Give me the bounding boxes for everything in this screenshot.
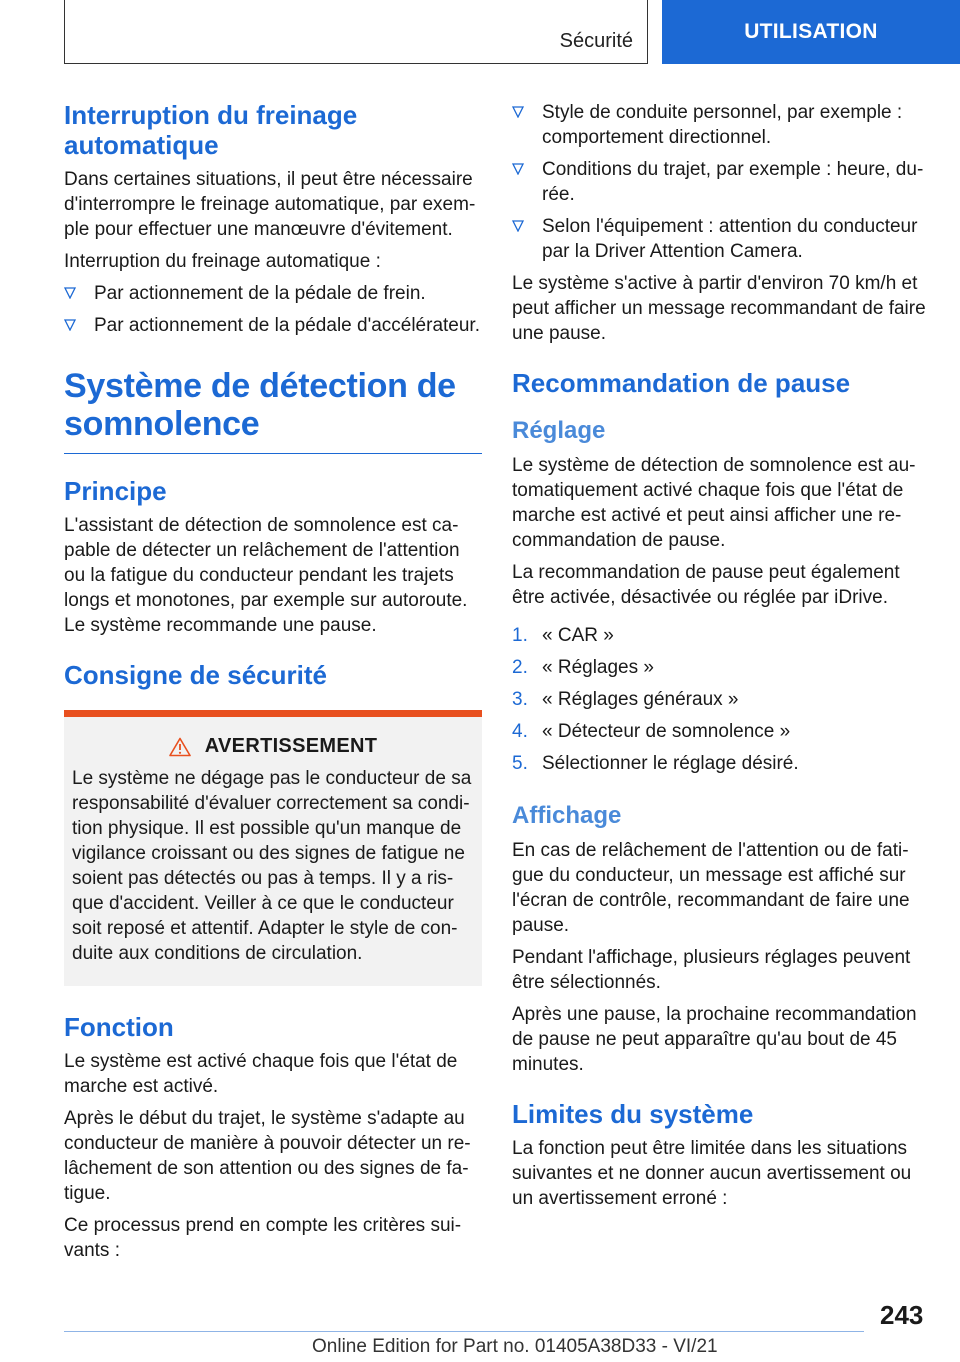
list-item: 2. « Réglages » <box>512 657 654 678</box>
triangle-bullet-icon <box>64 287 76 299</box>
warning-box <box>64 710 482 986</box>
list-item: 1. « CAR » <box>512 625 614 646</box>
triangle-bullet-icon <box>512 106 524 118</box>
principle-heading: Principe <box>64 476 167 506</box>
right-column <box>512 100 926 1211</box>
footer-edition: Online Edition for Part no. 01405A38D33 - VI/21 <box>312 1336 718 1357</box>
interrupt-paragraph: Dans certaines situations, il peut être nécessaire d'interrompre le freinage automatique, par exem-ple pour effectuer une manœuvre d'évitement. <box>64 169 476 240</box>
main-heading: Système de détection de somnolence <box>64 367 482 454</box>
warning-title: AVERTISSEMENT <box>204 735 378 757</box>
page-number: 243 <box>880 1300 924 1330</box>
list-item: 5. Sélectionner le réglage désiré. <box>512 753 799 774</box>
principle-paragraph: L'assistant de détection de somnolence est ca-pable de détecter un relâchement de l'attention ou la fatigue du conducteur pendant les trajets longs et monotones, par exemple sur autoroute. Le système recommande une pause. <box>64 515 468 636</box>
triangle-bullet-icon <box>64 319 76 331</box>
header-chapter-label: UTILISATION <box>744 20 878 43</box>
interrupt-intro: Interruption du freinage automatique : <box>64 251 381 272</box>
safety-heading: Consigne de sécurité <box>64 660 327 690</box>
header-chapter-tab <box>662 0 960 64</box>
function-heading: Fonction <box>64 1012 174 1042</box>
steps-list <box>512 623 926 776</box>
function-paragraph: Ce processus prend en compte les critères sui-vants : <box>64 1215 462 1261</box>
criteria-list <box>512 100 926 264</box>
header-section-box <box>64 0 648 64</box>
list-item: 4. « Détecteur de somnolence » <box>512 721 791 742</box>
setting-paragraph: La recommandation de pause peut également être activée, désactivée ou réglée par iDrive. <box>512 562 900 608</box>
function-paragraph: Après le début du trajet, le système s'adapte au conducteur de manière à pouvoir détecter un re-lâchement de son attention ou des signes de fa-tigue. <box>64 1108 471 1204</box>
display-paragraph: En cas de relâchement de l'attention ou de fati-gue du conducteur, un message est affiché sur l'écran de contrôle, recommandant de faire une pause. <box>512 840 910 936</box>
interrupt-heading: Interruption du freinage automatique <box>64 100 358 160</box>
pause-heading: Recommandation de pause <box>512 368 851 398</box>
display-paragraph: Pendant l'affichage, plusieurs réglages peuvent être sélectionnés. <box>512 947 911 993</box>
display-heading: Affichage <box>512 802 622 829</box>
limits-heading: Limites du système <box>512 1099 754 1129</box>
list-item: Par actionnement de la pédale d'accélérateur. <box>64 313 482 338</box>
header-section-label: Sécurité <box>559 30 633 52</box>
display-paragraph: Après une pause, la prochaine recommandation de pause ne peut apparaître qu'au bout de 45 minutes. <box>512 1004 917 1075</box>
list-item: Par actionnement de la pédale de frein. <box>64 281 482 306</box>
limits-paragraph: La fonction peut être limitée dans les situations suivantes et ne donner aucun avertissement ou un avertissement erroné : <box>512 1138 912 1209</box>
warning-triangle-icon <box>169 737 191 757</box>
warning-text: Le système ne dégage pas le conducteur de sa responsabilité d'évaluer correctement sa condi-tion physique. Il est possible qu'un manque de vigilance croissant ou des signes de fatigue ne soient pas détectés ou pas à temps. Il y a ris-que d'accident. Veiller à ce que le conducteur soit reposé et attentif. Adapter le style de con-duite aux conditions de circulation. <box>72 768 472 964</box>
list-item: Conditions du trajet, par exemple : heure, du-rée. <box>512 157 926 207</box>
function-paragraph: Le système est activé chaque fois que l'état de marche est activé. <box>64 1051 458 1097</box>
list-item: Style de conduite personnel, par exemple : comportement directionnel. <box>512 100 926 150</box>
activation-paragraph: Le système s'active à partir d'environ 70 km/h et peut afficher un message recommandant de faire une pause. <box>512 273 926 344</box>
setting-heading: Réglage <box>512 417 606 444</box>
setting-paragraph: Le système de détection de somnolence est au-tomatiquement activé chaque fois que l'état de marche est activé et peut ainsi afficher une re-commandation de pause. <box>512 455 916 551</box>
interrupt-list <box>64 281 482 338</box>
triangle-bullet-icon <box>512 163 524 175</box>
footer-divider <box>64 1331 864 1332</box>
left-column <box>64 100 482 1263</box>
list-item: Selon l'équipement : attention du conducteur par la Driver Attention Camera. <box>512 214 926 264</box>
triangle-bullet-icon <box>512 220 524 232</box>
list-item: 3. « Réglages généraux » <box>512 689 739 710</box>
